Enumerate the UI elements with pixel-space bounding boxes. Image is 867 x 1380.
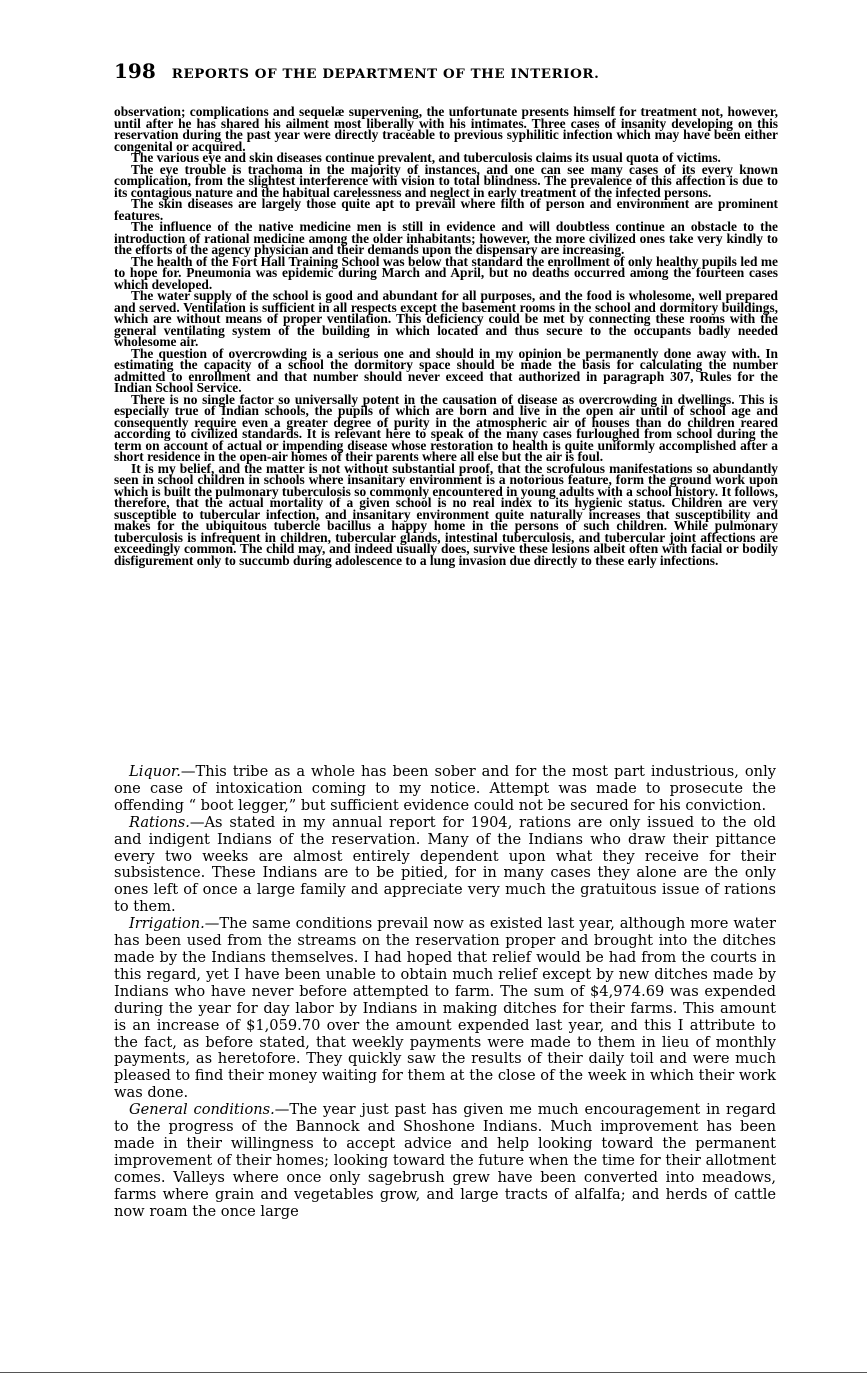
small-paragraph: The skin diseases are largely those quite apt to prevail where filth of person and environment are prominent features. [114,196,778,223]
page-number: 198 [114,59,156,83]
small-paragraph: The influence of the native medicine men is still in evidence and will doubtless continue an obstacle to the introduction of rational medicine among the older inhabitants; however, the more civilized ones take very kindly to the efforts of the agency physician and their demands upon the dispensary are increasing. [114,219,778,257]
section-heading: General conditions. [129,1101,275,1119]
section-heading: Irrigation. [129,915,205,933]
section-heading: Rations. [129,813,190,831]
section-liquor [114,764,776,815]
section-text: —The year just past has given me much encouragement in regard to the progress of the Bannock and Shoshone Indians. Much improvement has been made in their willingness to accept advice and help looking toward the permanent improvement of their homes; looking toward the future when the time for their allotment comes. Valleys where once only sagebrush grew have been converted into meadows, farms where grain and vegetables grow, and large tracts of alfalfa; and herds of cattle now roam the once large [114,1101,777,1220]
section-text: —The same conditions prevail now as existed last year, although more water has been used from the streams on the reservation proper and brought into the ditches made by the Indians themselves. I had hoped that relief would be had from the courts in this regard, yet I have been unable to obtain much relief except by new ditches made by Indians who have never before attempted to farm. The sum of $4,974.69 was expended during the year for day labor by Indians in making ditches for their farms. This amount is an increase of $1,059.70 over the amount expended last year, and this I attribute to the fact, as before stated, that weekly payments were made to them in lieu of monthly payments, as heretofore. They quickly saw the results of their daily toil and were much pleased to find their money waiting for them at the close of the week in which their work was done. [114,915,776,1102]
small-paragraph: The question of overcrowding is a serious one and should in my opinion be permanently done away with. In estimating the capacity of a school the dormitory space should be made the basis for calculating the number admitted to enrollment and that number should never exceed that authorized in paragraph 307, Rules for the Indian School Service. [114,345,778,395]
small-paragraph: It is my belief, and the matter is not without substantial proof, that the scrofulous manifestations so abundantly seen in school children in schools where insanitary environment is a notorious feature, form the ground work upon which is built the pulmonary tuberculosis so commonly encountered in young adults with a school history. It follows, therefore, that the actual mortality of a given school is no real index to its hygienic status. Children are very susceptible to tubercular infection, and insanitary environment quite naturally increases that susceptibility and makes for the ubiquitous tubercle bacillus a happy home in the persons of such children. While pulmonary tuberculosis is infrequent in children, tubercular glands, intestinal tuberculosis, and tubercular joint affections are exceedingly common. The child may, and indeed usually does, survive these lesions albeit often with facial or bodily disfigurement only to succumb during adolescence to a lung invasion due directly to these early infections. [114,460,778,568]
small-paragraph: The water supply of the school is good and abundant for all purposes, and the food is wholesome, well prepared and served. Ventilation is sufficient in all respects except the basement rooms in the school and dormitory buildings, which are without means of proper ventilation. This deficiency could be met by connecting these rooms with the general ventilating system of the building in which located and thus secure to the occupants badly needed wholesome air. [114,288,778,349]
main-text-section [114,764,776,1220]
section-text: —As stated in my annual report for 1904, rations are only issued to the old and indigent Indians of the reservation. Many of the Indians who draw their pittance every two weeks are almost entirely dependent upon what they receive for their subsistence. These Indians are to be pitied, for in many cases they alone are the only ones left of once a large family and appreciate very much the gratuitous issue of rations to them. [114,813,776,916]
scan-bottom-edge [0,1372,867,1373]
page-header [114,59,794,83]
section-irrigation [114,916,776,1102]
small-print-section [114,106,778,566]
small-paragraph: observation; complications and sequelæ supervening, the unfortunate presents himself for treatment not, however, until after he has shared his ailment most liberally with his intimates. Three cases of insanity developing on this reservation during the past year were directly traceable to previous syphilitic infection which may have been either congenital or acquired. [114,104,778,154]
small-paragraph: There is no single factor so universally potent in the causation of disease as overcrowding in dwellings. This is especially true of Indian schools, the pupils of which are born and live in the open air until of school age and consequently require even a greater degree of purity in the atmospheric air of houses than do children reared according to civilized standards. It is relevant here to speak of the many cases furloughed from school during the term on account of actual or impending disease whose restoration to health is quite uniformly accomplished after a short residence in the open-air homes of their parents where all else but the air is foul. [114,391,778,464]
small-paragraph: The various eye and skin diseases continue prevalent, and tuberculosis claims its usual quota of victims. [131,150,721,165]
section-text: —This tribe as a whole has been sober and for the most part industrious, only one case of intoxication coming to my notice. Attempt was made to prosecute the offending “ boot legger,” but sufficient evidence could not be secured for his conviction. [114,763,776,814]
small-paragraph: The health of the Fort Hall Training School was below that standard the enrollment of only healthy pupils led me to hope for. Pneumonia was epidemic during March and April, but no deaths occurred among the fourteen cases which developed. [114,253,778,292]
small-paragraph: The eye trouble is trachoma in the majority of instances, and one can see many cases of its every known complication, from the slightest interference with vision to total blindness. The prevalence of this affection is due to its contagious nature and the habitual carelessness and neglect in early treatment of the infected persons. [114,161,778,200]
section-heading: Liquor. [129,763,181,780]
running-head: REPORTS OF THE DEPARTMENT OF THE INTERIOR. [171,66,600,82]
section-general-conditions [114,1102,776,1220]
section-rations [114,815,776,916]
